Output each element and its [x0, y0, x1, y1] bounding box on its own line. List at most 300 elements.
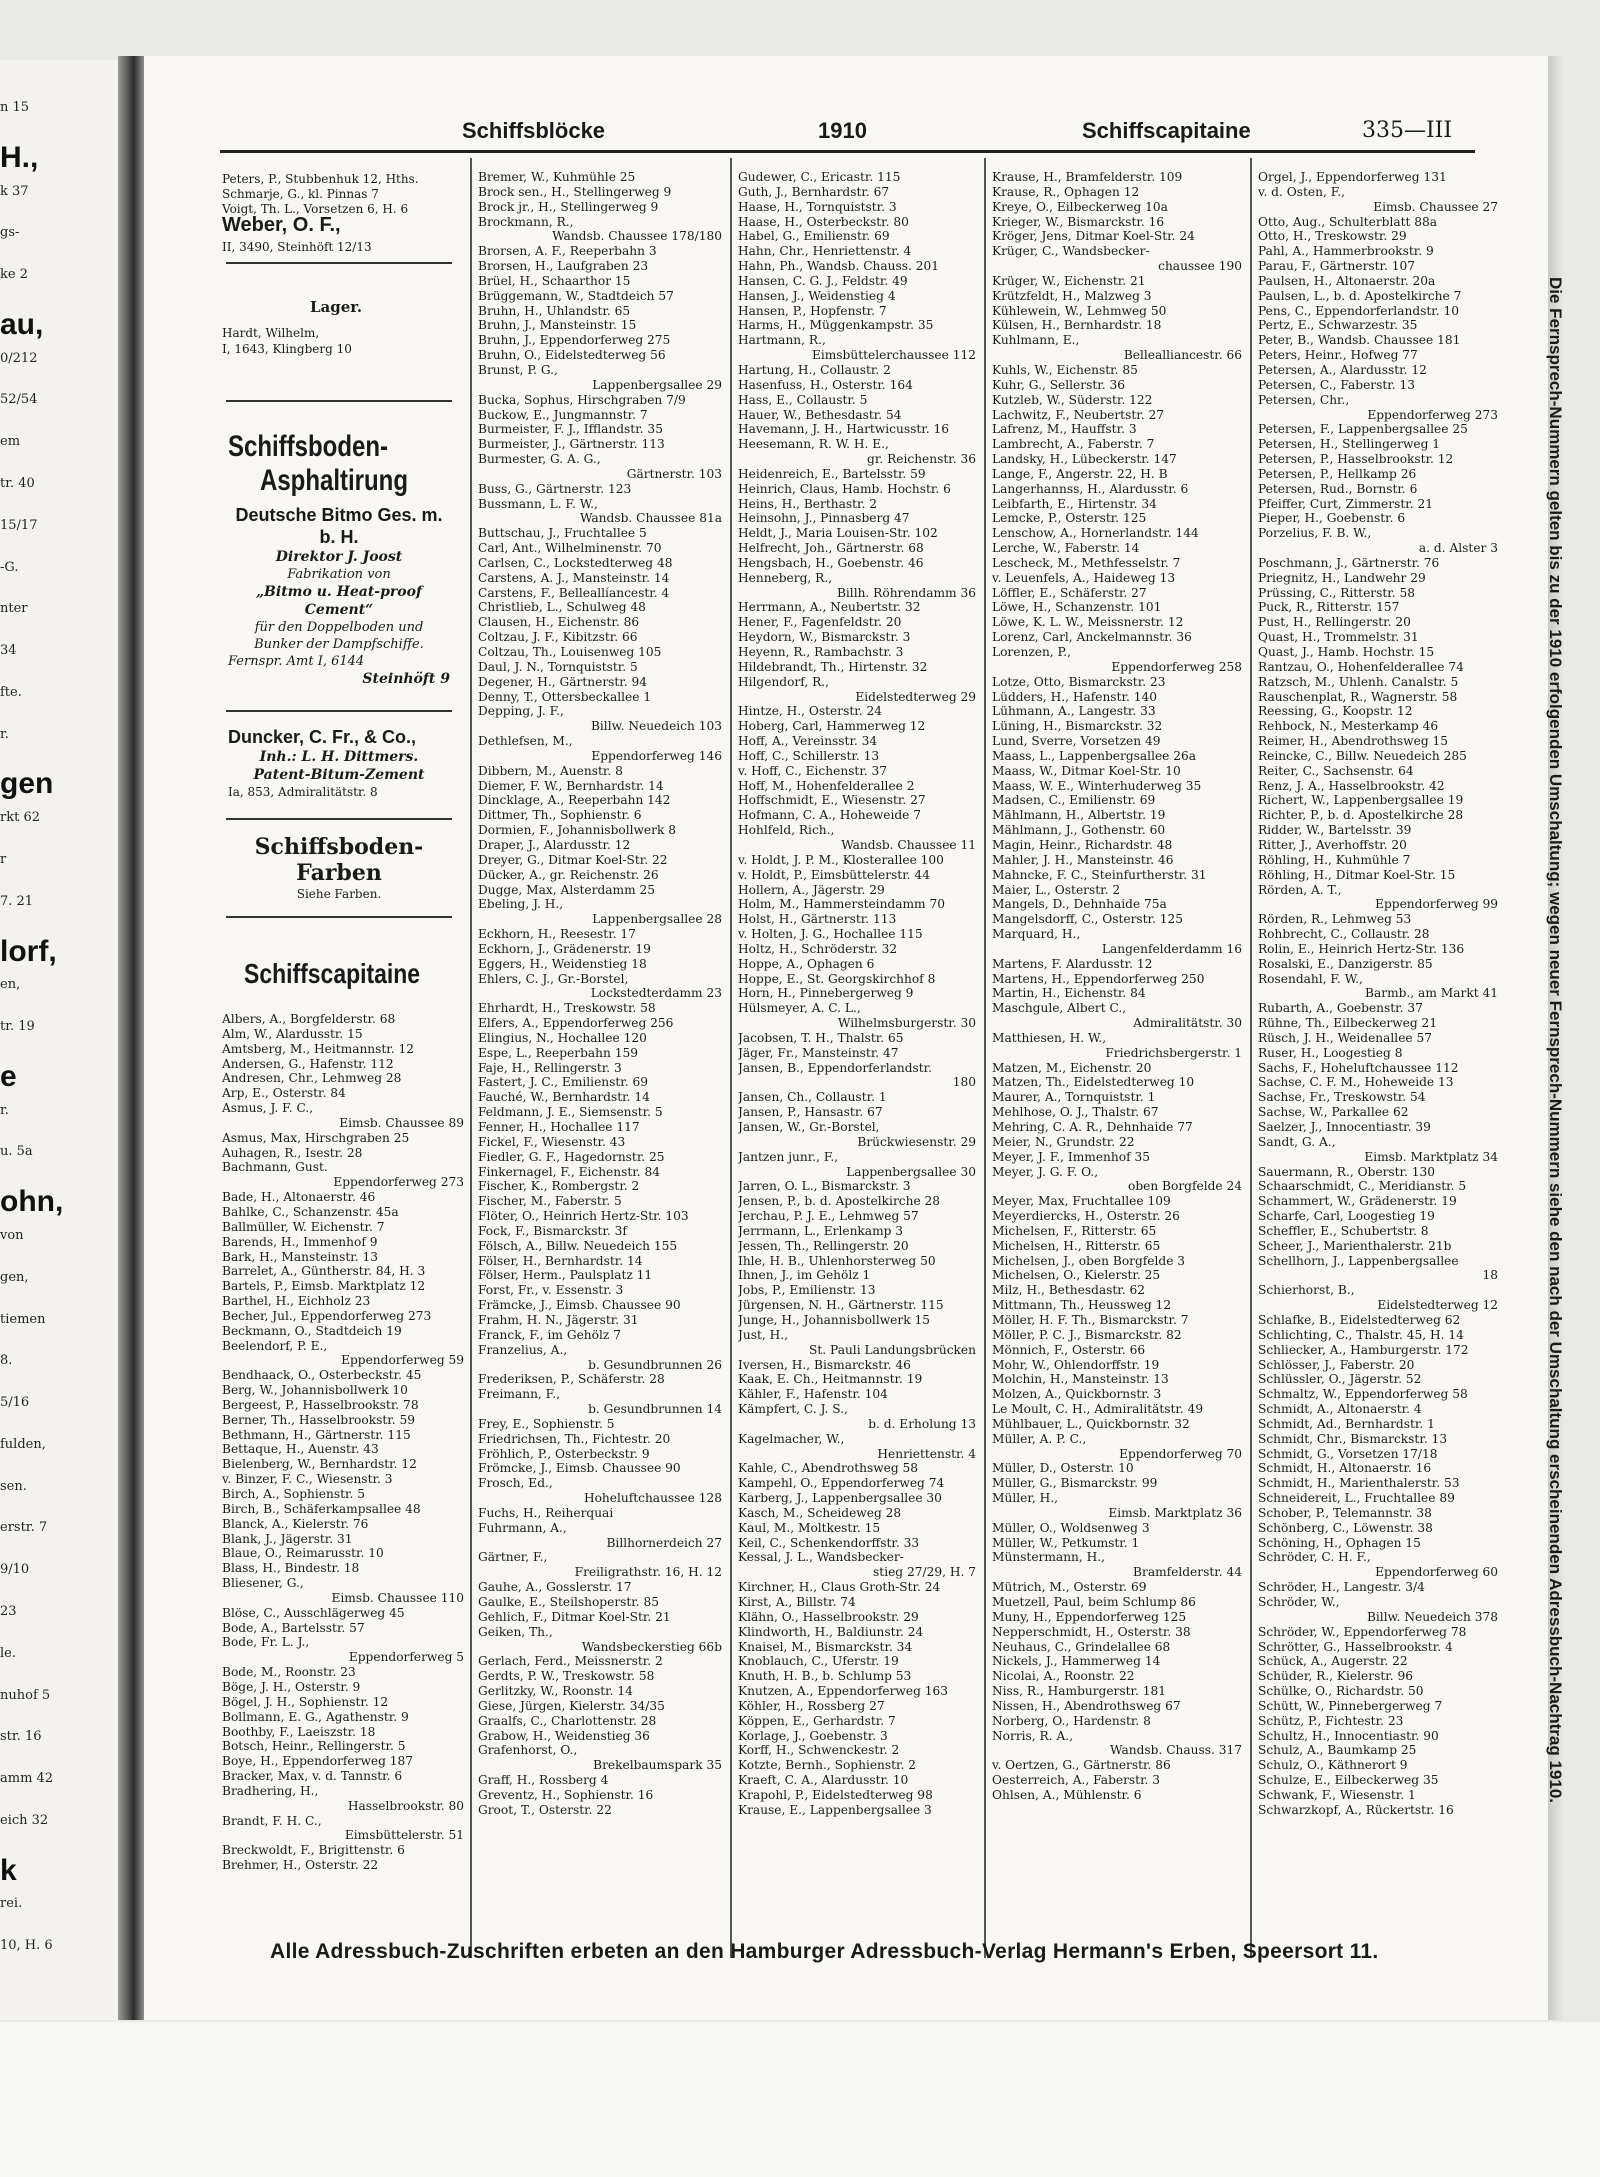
directory-entry: Hengsbach, H., Goebenstr. 46	[738, 555, 924, 570]
directory-entry: Lüning, H., Bismarckstr. 32	[992, 719, 1163, 734]
directory-entry: Hoff, M., Hohenfelderallee 2	[738, 778, 915, 793]
ad-text: für den Doppelboden und	[254, 620, 424, 635]
directory-entry: v. Hoff, C., Eichenstr. 37	[738, 763, 888, 778]
directory-entry: Wandsb. Chaussee 178/180	[552, 229, 722, 244]
page-number: 335—III	[1362, 118, 1453, 143]
directory-entry: Pens, C., Eppendorferlandstr. 10	[1258, 303, 1460, 318]
directory-entry: Möller, H. F. Th., Bismarckstr. 7	[992, 1312, 1189, 1327]
directory-entry: Schulz, A., Baumkamp 25	[1258, 1743, 1417, 1758]
directory-entry: Billhornerdeich 27	[606, 1535, 722, 1550]
directory-entry: Brorsen, H., Laufgraben 23	[478, 259, 649, 274]
directory-entry: Reincke, C., Billw. Neuedeich 285	[1258, 748, 1467, 763]
directory-entry: Eimsb. Marktplatz 36	[1108, 1505, 1242, 1520]
directory-entry: Mönnich, F., Osterstr. 66	[992, 1342, 1146, 1357]
left-page-text: tr. 19	[0, 1019, 35, 1035]
directory-entry: Schütt, W., Pinnebergerweg 7	[1258, 1698, 1443, 1713]
directory-entry: Quast, J., Hamb. Hochstr. 15	[1258, 645, 1435, 659]
directory-entry: Gerlach, Ferd., Meissnerstr. 2	[478, 1654, 663, 1669]
directory-entry: Freiligrathstr. 16, H. 12	[574, 1565, 722, 1580]
directory-entry: Bucka, Sophus, Hirschgraben 7/9	[478, 392, 686, 407]
left-page-text: 8.	[0, 1353, 13, 1369]
directory-entry: Gerlitzky, W., Roonstr. 14	[478, 1684, 633, 1699]
directory-entry: Pahl, A., Hammerbrookstr. 9	[1258, 244, 1434, 259]
directory-entry: Röhling, H., Kuhmühle 7	[1258, 852, 1411, 867]
entry: Voigt, Th. L., Vorsetzen 6, H. 6	[222, 201, 409, 216]
directory-entry: Ritter, J., Averhoffstr. 20	[1258, 837, 1407, 852]
directory-entry: Reiter, C., Sachsenstr. 64	[1258, 763, 1414, 778]
left-page-text: 52/54	[0, 392, 38, 408]
directory-entry: Meyerdiercks, H., Osterstr. 26	[992, 1209, 1180, 1224]
directory-entry: Hintze, H., Osterstr. 24	[738, 704, 882, 719]
lager-line1: Hardt, Wilhelm,	[222, 326, 320, 340]
directory-entry: Müller, O., Woldsenweg 3	[992, 1520, 1150, 1535]
directory-entry: a. d. Alster 3	[1418, 541, 1498, 556]
directory-entry: Jensen, P., b. d. Apostelkirche 28	[738, 1194, 941, 1209]
directory-entry: Niss, R., Hamburgerstr. 181	[992, 1684, 1167, 1699]
directory-entry: Krüger, C., Wandsbecker-	[992, 244, 1150, 259]
directory-entry: Jacobsen, T. H., Thalstr. 65	[738, 1030, 904, 1045]
left-page-text: fulden,	[0, 1436, 46, 1452]
directory-entry: Kraeft, C. A., Alardusstr. 10	[738, 1773, 909, 1788]
directory-entry: Möller, P. C. J., Bismarckstr. 82	[992, 1327, 1182, 1342]
left-page-text: tr. 40	[0, 476, 35, 491]
directory-entry: Hartung, H., Collaustr. 2	[738, 362, 891, 377]
directory-entry: Blanck, A., Kielerstr. 76	[222, 1516, 369, 1531]
directory-entry: Langenfelderdamm 16	[1101, 941, 1242, 956]
directory-entry: Botsch, Heinr., Rellingerstr. 5	[222, 1739, 406, 1754]
directory-entry: Beckmann, O., Stadtdeich 19	[222, 1323, 402, 1338]
directory-entry: Neuhaus, C., Grindelallee 68	[992, 1639, 1171, 1654]
directory-entry: Bergeest, P., Hasselbrookstr. 78	[222, 1397, 419, 1412]
directory-entry: Havemann, J. H., Hartwicusstr. 16	[738, 422, 949, 437]
directory-entry: Molzen, A., Quickbornstr. 3	[992, 1387, 1162, 1402]
directory-entry: Feldmann, J. E., Siemsenstr. 5	[478, 1105, 663, 1120]
directory-entry: Carstens, A. J., Mansteinstr. 14	[478, 570, 670, 585]
directory-entry: Barthel, H., Eichholz 23	[222, 1294, 371, 1309]
directory-entry: Buckow, E., Jungmannstr. 7	[478, 407, 648, 422]
directory-entry: Rühne, Th., Eilbeckerweg 21	[1258, 1016, 1438, 1031]
directory-entry: Carlsen, C., Lockstedterweg 48	[478, 555, 673, 570]
section-title: Schiffscapitaine	[244, 958, 421, 989]
directory-entry: Eimsb. Marktplatz 34	[1364, 1149, 1498, 1164]
directory-entry: Porzelius, F. B. W.,	[1258, 526, 1372, 541]
directory-entry: Matthiesen, H. W.,	[992, 1030, 1107, 1045]
directory-entry: Bachmann, Gust.	[222, 1160, 328, 1175]
directory-entry: Berner, Th., Hasselbrookstr. 59	[222, 1412, 415, 1427]
directory-entry: Diemer, F. W., Bernhardstr. 14	[478, 778, 664, 793]
directory-entry: Ruser, H., Loogestieg 8	[1258, 1045, 1403, 1060]
directory-entry: Scheer, J., Marienthalerstr. 21b	[1258, 1238, 1452, 1253]
ad-text: Bunker der Dampfschiffe.	[254, 637, 424, 652]
left-page-text: 9/10	[0, 1562, 30, 1578]
directory-entry: Eimsbüttelerchaussee 112	[811, 348, 976, 363]
directory-entry: Graff, H., Rossberg 4	[478, 1773, 609, 1788]
directory-entry: Lappenbergsallee 30	[846, 1164, 976, 1179]
directory-entry: Schröder, W., Eppendorferweg 78	[1258, 1624, 1467, 1639]
ad-firm: Deutsche Bitmo Ges. m. b. H.	[235, 505, 443, 547]
directory-entry: Priegnitz, H., Landwehr 29	[1258, 570, 1426, 585]
directory-entry: Schück, A., Augerstr. 22	[1258, 1654, 1408, 1669]
directory-entry: Madsen, C., Emilienstr. 69	[992, 793, 1156, 808]
directory-entry: Billw. Neuedeich 378	[1366, 1609, 1498, 1624]
directory-entry: Eckhorn, H., Reesestr. 17	[478, 927, 636, 942]
directory-entry: Admiralitätstr. 30	[1133, 1016, 1242, 1031]
directory-entry: Faje, H., Rellingerstr. 3	[478, 1060, 622, 1075]
directory-entry: Petersen, C., Faberstr. 13	[1258, 377, 1416, 392]
directory-entry: Fickel, F., Wiesenstr. 43	[478, 1134, 626, 1149]
directory-entry: Bramfelderstr. 44	[1133, 1565, 1242, 1580]
directory-entry: Bruhn, J., Eppendorferweg 275	[478, 333, 671, 348]
directory-entry: Frahm, H. N., Jägerstr. 31	[478, 1312, 639, 1327]
directory-entry: Schröder, H., Langestr. 3/4	[1258, 1580, 1425, 1595]
directory-entry: Schmidt, H., Altonaerstr. 16	[1258, 1461, 1432, 1476]
directory-entry: Ballmüller, W. Eichenstr. 7	[222, 1219, 385, 1234]
directory-entry: Oesterreich, A., Faberstr. 3	[992, 1773, 1161, 1788]
directory-entry: Andresen, Chr., Lehmweg 28	[222, 1071, 402, 1086]
directory-entry: Böge, J. H., Osterstr. 9	[222, 1679, 361, 1694]
directory-entry: Nissen, H., Abendrothsweg 67	[992, 1698, 1181, 1713]
left-page-text: 5/16	[0, 1395, 30, 1411]
directory-entry: Schlüssler, O., Jägerstr. 52	[1258, 1372, 1422, 1387]
vertical-banner-text: Die Fernsprech-Nummern gelten bis zu der 1910 erfolgenden Umschaltung; wegen neuer Fernsprech-Nummern siehe den nach der Umschaltung erscheinenden Adressbuch-Nachtrag 1910.	[1546, 277, 1565, 1803]
directory-entry: Grabow, H., Weidenstieg 36	[478, 1728, 650, 1743]
directory-entry: Reimer, H., Abendrothsweg 15	[1258, 734, 1448, 749]
directory-entry: Eckhorn, J., Grädenerstr. 19	[478, 941, 651, 956]
left-page-text: von	[0, 1228, 24, 1243]
directory-entry: Schober, P., Telemannstr. 38	[1258, 1505, 1432, 1520]
directory-entry: Heldt, J., Maria Louisen-Str. 102	[738, 526, 938, 541]
directory-entry: Burmeister, J., Gärtnerstr. 113	[478, 437, 665, 452]
directory-entry: St. Pauli Landungsbrücken	[809, 1342, 976, 1357]
directory-entry: Schrötter, G., Hasselbrookstr. 4	[1258, 1639, 1453, 1654]
vertical-banner	[1540, 190, 1570, 1890]
ad-firm: Duncker, C. Fr., & Co.,	[228, 727, 417, 747]
directory-entry: Jobs, P., Emilienstr. 13	[738, 1283, 876, 1298]
directory-entry: Fölsch, A., Billw. Neuedeich 155	[478, 1238, 678, 1253]
directory-entry: Eggers, H., Weidenstieg 18	[478, 956, 647, 971]
directory-entry: Petersen, H., Stellingerweg 1	[1258, 437, 1441, 452]
directory-entry: Hilgendorf, R.,	[738, 674, 830, 689]
directory-entry: Löffler, E., Schäferstr. 27	[992, 585, 1147, 600]
left-page-text: e	[0, 1059, 17, 1093]
left-page-text: 7. 21	[0, 893, 34, 909]
directory-entry: Knuth, H. B., b. Schlump 53	[738, 1669, 912, 1684]
directory-entry: Jerrmann, L., Erlenkamp 3	[738, 1223, 904, 1238]
see-also: Siehe Farben.	[296, 887, 382, 901]
directory-entry: Bartels, P., Eimsb. Marktplatz 12	[222, 1279, 426, 1294]
scan-margin	[0, 2022, 1600, 2177]
directory-entry: Hoberg, Carl, Hammerweg 12	[738, 719, 926, 734]
directory-entry: Brüel, H., Schaarthor 15	[478, 273, 631, 288]
directory-entry: Paulsen, H., Altonaerstr. 20a	[1258, 273, 1436, 288]
directory-entry: Krause, H., Bramfelderstr. 109	[992, 170, 1183, 184]
column-2	[478, 170, 724, 1818]
directory-entry: Christlieb, L., Schulweg 48	[478, 600, 646, 615]
directory-entry: Schmidt, Chr., Bismarckstr. 13	[1258, 1431, 1448, 1446]
directory-entry: Eppendorferweg 146	[591, 748, 722, 763]
directory-entry: Bahlke, C., Schanzenstr. 45a	[222, 1204, 399, 1219]
directory-entry: Magin, Heinr., Richardstr. 48	[992, 837, 1173, 852]
directory-entry: Friedrichsen, Th., Fichtestr. 20	[478, 1431, 671, 1446]
directory-entry: 18	[1482, 1268, 1498, 1283]
directory-entry: Frömcke, J., Eimsb. Chaussee 90	[478, 1461, 681, 1476]
directory-entry: Schröder, W.,	[1258, 1595, 1340, 1609]
directory-entry: Blöse, C., Ausschlägerweg 45	[222, 1605, 405, 1620]
directory-entry: Buttschau, J., Fruchtallee 5	[478, 526, 647, 541]
directory-entry: Brekelbaumspark 35	[593, 1758, 722, 1773]
left-page-text: ke 2	[0, 267, 28, 283]
directory-entry: Daul, J. N., Tornquiststr. 5	[478, 659, 638, 674]
directory-entry: Lockstedterdamm 23	[590, 986, 722, 1001]
left-page-text: gs-	[0, 225, 20, 241]
directory-entry: Kröger, Jens, Ditmar Koel-Str. 24	[992, 229, 1195, 244]
directory-entry: Kreye, O., Eilbeckerweg 10a	[992, 199, 1168, 214]
section-rule	[226, 710, 452, 712]
directory-entry: Otto, Aug., Schulterblatt 88a	[1258, 214, 1438, 229]
directory-entry: Krützfeldt, H., Malzweg 3	[992, 288, 1152, 303]
directory-entry: Schlichting, C., Thalstr. 45, H. 14	[1258, 1327, 1464, 1342]
directory-entry: Lotze, Otto, Bismarckstr. 23	[992, 674, 1166, 689]
directory-entry: Haase, H., Tornquiststr. 3	[738, 199, 897, 214]
ad-address: Steinhöft 9	[362, 671, 450, 687]
directory-entry: Pertz, E., Schwarzestr. 35	[1258, 318, 1418, 333]
directory-entry: Eppendorferweg 59	[341, 1353, 464, 1368]
directory-entry: Keil, C., Schenkendorffstr. 33	[738, 1535, 920, 1550]
directory-entry: Muetzell, Paul, beim Schlump 86	[992, 1595, 1196, 1609]
directory-entry: Hass, E., Collaustr. 5	[738, 392, 868, 407]
directory-entry: Schammert, W., Grädenerstr. 19	[1258, 1194, 1457, 1209]
directory-entry: Lappenbergsallee 28	[592, 912, 722, 927]
directory-entry: Sandt, G. A.,	[1258, 1134, 1336, 1149]
directory-entry: 180	[952, 1075, 976, 1090]
left-page-text: ohn,	[0, 1185, 64, 1219]
directory-entry: Rubarth, A., Goebenstr. 37	[1258, 1001, 1423, 1016]
directory-entry: Milz, H., Bethesdastr. 62	[992, 1283, 1146, 1298]
directory-entry: Mählmann, J., Gothenstr. 60	[992, 823, 1166, 838]
directory-entry: v. d. Osten, F.,	[1258, 184, 1345, 199]
directory-entry: Grafenhorst, O.,	[478, 1743, 578, 1758]
directory-entry: Schöning, H., Ophagen 15	[1258, 1535, 1421, 1550]
directory-entry: Blaue, O., Reimarusstr. 10	[222, 1546, 384, 1561]
header-rule	[220, 150, 1475, 153]
directory-entry: Bendhaack, O., Osterbeckstr. 45	[222, 1368, 422, 1383]
directory-entry: Lorenzen, P.,	[992, 645, 1072, 659]
directory-entry: Eimsb. Chaussee 89	[339, 1115, 464, 1130]
directory-entry: v. Holdt, J. P. M., Klosterallee 100	[738, 852, 944, 867]
weber-phone: II, 3490, Steinhöft 12/13	[222, 240, 372, 254]
directory-entry: Jäger, Fr., Mansteinstr. 47	[738, 1045, 899, 1060]
directory-entry: Groot, T., Osterstr. 22	[478, 1802, 612, 1817]
directory-entry: Burmeister, F. J., Ifflandstr. 35	[478, 422, 663, 437]
directory-entry: Schröder, C. H. F.,	[1258, 1550, 1371, 1565]
directory-entry: Rörden, R., Lehmweg 53	[1258, 912, 1412, 927]
directory-entry: Bögel, J. H., Sophienstr. 12	[222, 1694, 389, 1709]
directory-entry: Coltzau, Th., Louisenweg 105	[478, 645, 662, 659]
directory-entry: Dibbern, M., Auenstr. 8	[478, 763, 623, 778]
directory-entry: Rosendahl, F. W.,	[1258, 971, 1363, 986]
directory-entry: Hauer, W., Bethesdastr. 54	[738, 407, 902, 422]
directory-entry: Bark, H., Mansteinstr. 13	[222, 1249, 379, 1264]
directory-entry: Gauhe, A., Gosslerstr. 17	[478, 1580, 632, 1595]
directory-entry: Kuhls, W., Eichenstr. 85	[992, 362, 1138, 377]
left-page-text: k	[0, 1853, 17, 1887]
directory-entry: Rehbock, N., Mesterkamp 46	[1258, 719, 1439, 734]
directory-entry: Breckwoldt, F., Brigittenstr. 6	[222, 1843, 405, 1858]
directory-entry: Hansen, P., Hopfenstr. 7	[738, 303, 887, 318]
left-page-text: 15/17	[0, 517, 38, 533]
directory-entry: Müller, G., Bismarckstr. 99	[992, 1476, 1158, 1491]
directory-entry: Otto, H., Treskowstr. 29	[1258, 229, 1407, 244]
directory-entry: Pieper, H., Goebenstr. 6	[1258, 511, 1406, 526]
directory-entry: Mangels, D., Dehnhaide 75a	[992, 897, 1167, 912]
directory-entry: Eimsb. Chaussee 27	[1373, 199, 1498, 214]
left-page-text: 0/212	[0, 350, 38, 366]
directory-entry: Michelsen, F., Ritterstr. 65	[992, 1223, 1157, 1238]
directory-entry: Brunst, P. G.,	[478, 362, 558, 377]
directory-entry: Bielenberg, W., Bernhardstr. 12	[222, 1457, 417, 1472]
left-page-text: r.	[0, 726, 9, 742]
directory-entry: Habel, G., Emilienstr. 69	[738, 229, 890, 244]
ad-bitmo	[228, 430, 450, 688]
left-page-text: fte.	[0, 684, 22, 700]
directory-entry: Hartmann, R.,	[738, 333, 826, 348]
directory-entry: Fischer, K., Rombergstr. 2	[478, 1179, 640, 1194]
directory-entry: Boye, H., Eppendorferweg 187	[222, 1754, 414, 1769]
directory-entry: Meyer, Max, Fruchtallee 109	[992, 1194, 1171, 1209]
left-page-text: 10, H. 6	[0, 1938, 53, 1954]
directory-entry: Bruhn, H., Uhlandstr. 65	[478, 303, 631, 318]
directory-entry: v. Binzer, F. C., Wiesenstr. 3	[222, 1472, 393, 1487]
directory-entry: Peter, B., Wandsb. Chaussee 181	[1258, 333, 1461, 348]
directory-entry: Brock sen., H., Stellingerweg 9	[478, 184, 672, 199]
directory-entry: Alm, W., Alardusstr. 15	[222, 1026, 363, 1041]
directory-entry: Albers, A., Borgfelderstr. 68	[222, 1012, 396, 1026]
directory-entry: Schellhorn, J., Lappenbergsallee	[1258, 1253, 1459, 1268]
directory-entry: Franck, F., im Gehölz 7	[478, 1327, 621, 1342]
directory-entry: Eidelstedterweg 12	[1377, 1298, 1498, 1313]
directory-entry: Petersen, P., Hellkamp 26	[1258, 466, 1417, 481]
directory-entry: Gärtnerstr. 103	[626, 466, 722, 481]
directory-entry: Eppendorferweg 5	[348, 1650, 464, 1665]
directory-entry: Maier, L., Osterstr. 2	[992, 882, 1121, 897]
directory-entry: Hasselbrookstr. 80	[347, 1798, 464, 1813]
column-3	[738, 170, 978, 1818]
directory-entry: Eidelstedterweg 29	[855, 689, 976, 704]
directory-entry: Heydorn, W., Bismarckstr. 3	[738, 630, 911, 645]
section-title: Schiffsboden-Farben	[254, 834, 424, 886]
directory-entry: Gudewer, C., Ericastr. 115	[738, 170, 901, 184]
directory-entry: Bradhering, H.,	[222, 1783, 319, 1798]
directory-entry: Frederiksen, P., Schäferstr. 28	[478, 1372, 665, 1387]
directory-entry: Muny, H., Eppendorferweg 125	[992, 1609, 1187, 1624]
directory-entry: Kahle, C., Abendrothsweg 58	[738, 1461, 919, 1476]
directory-entry: Landsky, H., Lübeckerstr. 147	[992, 452, 1177, 467]
directory-entry: Främcke, J., Eimsb. Chaussee 90	[478, 1298, 681, 1313]
directory-entry: Krause, R., Ophagen 12	[992, 184, 1140, 199]
directory-entry: Hoheluftchaussee 128	[583, 1491, 722, 1506]
capitaine-heading	[244, 958, 466, 990]
directory-entry: Kühlewein, W., Lehmweg 50	[992, 303, 1167, 318]
directory-entry: Petersen, Chr.,	[1258, 392, 1350, 407]
directory-entry: Müller, W., Petkumstr. 1	[992, 1535, 1140, 1550]
directory-entry: Krapohl, P., Eidelstedterweg 98	[738, 1787, 933, 1802]
directory-entry: Hoffschmidt, E., Wiesenstr. 27	[738, 793, 926, 808]
left-page-text: em	[0, 434, 21, 450]
header-left: Schiffsblöcke	[462, 118, 606, 143]
footer: Alle Adressbuch-Zuschriften erbeten an den Hamburger Adressbuch-Verlag Hermann's Erben, Speersort 11.	[270, 1940, 1379, 1963]
directory-entry: Dethlefsen, M.,	[478, 734, 573, 749]
directory-entry: Elfers, A., Eppendorferweg 256	[478, 1016, 674, 1031]
directory-entry: Carl, Ant., Wilhelminenstr. 70	[478, 541, 662, 556]
directory-entry: Sachse, C. F. M., Hoheweide 13	[1258, 1075, 1454, 1090]
directory-entry: Jessen, Th., Rellingerstr. 20	[738, 1238, 909, 1253]
directory-entry: Krüger, W., Eichenstr. 21	[992, 273, 1146, 288]
directory-entry: Hahn, Ph., Wandsb. Chauss. 201	[738, 259, 940, 274]
directory-entry: Mählmann, H., Albertstr. 19	[992, 808, 1166, 823]
left-page-text: sen.	[0, 1478, 27, 1494]
lager-line2: I, 1643, Klingberg 10	[222, 342, 352, 356]
directory-entry: Schüder, R., Kielerstr. 96	[1258, 1669, 1413, 1684]
directory-entry: Flöter, O., Heinrich Hertz-Str. 103	[478, 1209, 689, 1224]
directory-entry: Dreyer, G., Ditmar Koel-Str. 22	[478, 852, 668, 867]
directory-entry: b. d. Erholung 13	[868, 1416, 976, 1431]
directory-entry: Auhagen, R., Isestr. 28	[222, 1145, 363, 1160]
directory-entry: Bettaque, H., Auenstr. 43	[222, 1442, 379, 1457]
directory-entry: Hener, F., Fagenfeldstr. 20	[738, 615, 902, 630]
directory-entry: Schwarzkopf, A., Rückertstr. 16	[1258, 1802, 1454, 1817]
directory-entry: Maass, W. E., Winterhuderweg 35	[992, 778, 1202, 793]
directory-entry: Fock, F., Bismarckstr. 3f	[478, 1223, 627, 1238]
directory-entry: Löwe, K. L. W., Meissnerstr. 12	[992, 615, 1184, 630]
directory-entry: Peters, Heinr., Hofweg 77	[1258, 348, 1418, 363]
header-right: Schiffscapitaine	[1082, 118, 1251, 143]
directory-entry: Henneberg, R.,	[738, 570, 833, 585]
left-page-text: tiemen	[0, 1311, 46, 1327]
directory-entry: oben Borgfelde 24	[1127, 1179, 1242, 1194]
directory-entry: v. Holten, J. G., Hochallee 115	[738, 927, 923, 942]
column-divider	[730, 158, 732, 1958]
directory-entry: Bethmann, H., Gärtnerstr. 115	[222, 1427, 411, 1442]
left-page-text: n 15	[0, 100, 30, 115]
directory-entry: Jansen, W., Gr.-Borstel,	[738, 1120, 880, 1134]
directory-entry: Sachs, F., Hoheluftchaussee 112	[1258, 1060, 1459, 1075]
directory-entry: Maurer, A., Tornquiststr. 1	[992, 1090, 1156, 1105]
left-page-text: au,	[0, 307, 44, 341]
directory-entry: Schmaltz, W., Eppendorferweg 58	[1258, 1387, 1468, 1402]
left-page-text: r.	[0, 1102, 9, 1118]
directory-entry: Renz, J. A., Hasselbrookstr. 42	[1258, 778, 1445, 793]
directory-entry: Jerchau, P. J. E., Lehmweg 57	[738, 1209, 919, 1224]
directory-entry: Fiedler, G. F., Hagedornstr. 25	[478, 1149, 665, 1164]
directory-entry: Brehmer, H., Osterstr. 22	[222, 1858, 379, 1873]
directory-entry: Eimsbüttelerstr. 51	[344, 1828, 464, 1843]
ad-title: Schiffsboden-	[228, 430, 388, 463]
directory-entry: Ebeling, J. H.,	[478, 897, 564, 912]
directory-entry: Asmus, Max, Hirschgraben 25	[222, 1130, 410, 1145]
directory-entry: Henriettenstr. 4	[877, 1446, 976, 1461]
directory-entry: Knutzen, A., Eppendorferweg 163	[738, 1684, 949, 1699]
left-page-text: k 37	[0, 183, 29, 199]
directory-entry: Krause, E., Lappenbergsallee 3	[738, 1802, 932, 1817]
directory-entry: Giese, Jürgen, Kielerstr. 34/35	[478, 1698, 665, 1713]
directory-entry: Holst, H., Gärtnerstr. 113	[738, 912, 897, 927]
directory-entry: Knoblauch, C., Uferstr. 19	[738, 1654, 899, 1669]
left-page-text: H.,	[0, 140, 39, 174]
directory-entry: Denny, T., Ottersbeckallee 1	[478, 689, 652, 704]
directory-entry: Richter, P., b. d. Apostelkirche 28	[1258, 808, 1464, 823]
directory-entry: Hasenfuss, H., Osterstr. 164	[738, 377, 913, 392]
directory-entry: Birch, A., Sophienstr. 5	[222, 1487, 365, 1501]
